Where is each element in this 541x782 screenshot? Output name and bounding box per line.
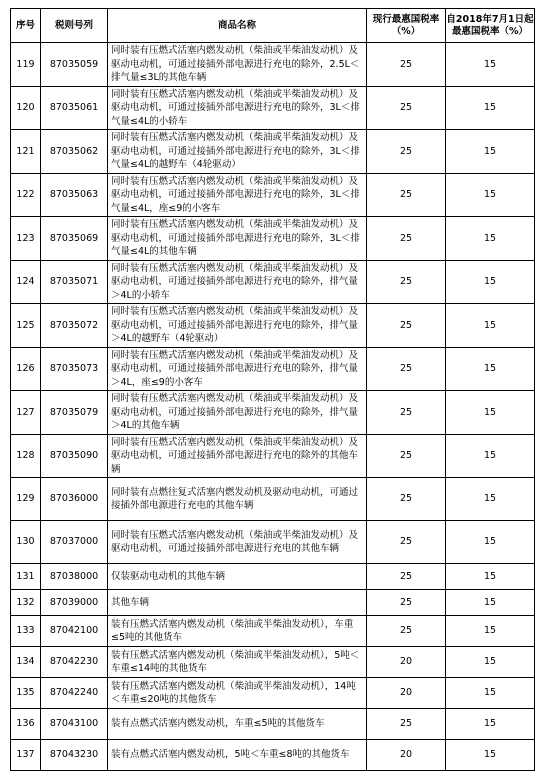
row-new-rate: 15 [446,647,535,678]
row-seq: 120 [11,86,41,130]
table-row [11,434,535,478]
table-row [11,217,535,261]
row-name: 同时装有压燃式活塞内燃发动机（柴油或半柴油发动机）及驱动电动机，可通过接插外部电源进行充电的除外，排气量＞4L的越野车（4轮驱动） [108,304,367,348]
table-row [11,678,535,709]
row-current-rate: 25 [367,521,446,564]
row-code: 87035069 [41,217,108,261]
row-name: 同时装有压燃式活塞内燃发动机（柴油或半柴油发动机）及驱动电动机，可通过接插外部电源进行充电的除外，3L＜排气量≤4L的小轿车 [108,86,367,130]
table-row [11,590,535,616]
row-code: 87042230 [41,647,108,678]
row-code: 87035071 [41,260,108,304]
table-row [11,391,535,435]
row-seq: 121 [11,130,41,174]
row-current-rate: 25 [367,43,446,87]
row-new-rate: 15 [446,43,535,87]
row-current-rate: 20 [367,647,446,678]
row-name: 装有点燃式活塞内燃发动机，5吨＜车重≤8吨的其他货车 [108,740,367,771]
row-seq: 133 [11,616,41,647]
table-row [11,304,535,348]
row-current-rate: 25 [367,564,446,590]
row-seq: 126 [11,347,41,391]
row-current-rate: 25 [367,478,446,521]
row-name: 同时装有压燃式活塞内燃发动机（柴油或半柴油发动机）及驱动电动机，可通过接插外部电源进行充电的其他车辆 [108,521,367,564]
row-name: 仅装驱动电动机的其他车辆 [108,564,367,590]
row-new-rate: 15 [446,564,535,590]
table-row [11,130,535,174]
row-name: 装有点燃式活塞内燃发动机，车重≤5吨的其他货车 [108,709,367,740]
row-seq: 123 [11,217,41,261]
row-code: 87035090 [41,434,108,478]
table-row [11,564,535,590]
table-row [11,521,535,564]
row-current-rate: 25 [367,434,446,478]
row-seq: 119 [11,43,41,87]
row-name: 同时装有压燃式活塞内燃发动机（柴油或半柴油发动机）及驱动电动机，可通过接插外部电源进行充电的除外，2.5L＜排气量≤3L的其他车辆 [108,43,367,87]
header-code: 税则号列 [41,9,108,43]
row-current-rate: 25 [367,391,446,435]
tariff-table-container [10,8,535,771]
row-code: 87035061 [41,86,108,130]
row-seq: 137 [11,740,41,771]
row-current-rate: 25 [367,173,446,217]
row-new-rate: 15 [446,173,535,217]
row-new-rate: 15 [446,347,535,391]
table-header-row [11,9,535,43]
row-current-rate: 25 [367,616,446,647]
row-code: 87042100 [41,616,108,647]
row-new-rate: 15 [446,86,535,130]
row-seq: 125 [11,304,41,348]
row-current-rate: 25 [367,217,446,261]
row-new-rate: 15 [446,590,535,616]
row-new-rate: 15 [446,260,535,304]
row-seq: 129 [11,478,41,521]
row-name: 其他车辆 [108,590,367,616]
row-new-rate: 15 [446,478,535,521]
row-seq: 124 [11,260,41,304]
row-name: 装有压燃式活塞内燃发动机（柴油或半柴油发动机），车重≤5吨的其他货车 [108,616,367,647]
row-new-rate: 15 [446,521,535,564]
row-current-rate: 20 [367,678,446,709]
header-seq: 序号 [11,9,41,43]
row-code: 87039000 [41,590,108,616]
row-code: 87043100 [41,709,108,740]
row-new-rate: 15 [446,304,535,348]
row-seq: 128 [11,434,41,478]
table-body [11,43,535,771]
row-current-rate: 25 [367,260,446,304]
row-new-rate: 15 [446,217,535,261]
row-code: 87035073 [41,347,108,391]
row-code: 87035062 [41,130,108,174]
table-row [11,709,535,740]
row-name: 装有压燃式活塞内燃发动机（柴油或半柴油发动机），14吨＜车重≤20吨的其他货车 [108,678,367,709]
row-code: 87036000 [41,478,108,521]
row-code: 87043230 [41,740,108,771]
row-new-rate: 15 [446,616,535,647]
table-row [11,740,535,771]
row-name: 同时装有点燃往复式活塞内燃发动机及驱动电动机，可通过接插外部电源进行充电的其他车辆 [108,478,367,521]
row-seq: 136 [11,709,41,740]
header-new-rate: 自2018年7月1日起最惠国税率（%） [446,9,535,43]
row-name: 同时装有压燃式活塞内燃发动机（柴油或半柴油发动机）及驱动电动机，可通过接插外部电源进行充电的除外，排气量＞4L，座≤9的小客车 [108,347,367,391]
row-new-rate: 15 [446,391,535,435]
table-row [11,43,535,87]
row-name: 装有压燃式活塞内燃发动机（柴油或半柴油发动机），5吨＜车重≤14吨的其他货车 [108,647,367,678]
row-seq: 130 [11,521,41,564]
row-new-rate: 15 [446,678,535,709]
row-seq: 135 [11,678,41,709]
row-name: 同时装有压燃式活塞内燃发动机（柴油或半柴油发动机）及驱动电动机，可通过接插外部电源进行充电的除外，排气量＞4L的小轿车 [108,260,367,304]
row-name: 同时装有压燃式活塞内燃发动机（柴油或半柴油发动机）及驱动电动机，可通过接插外部电源进行充电的除外，排气量＞4L的其他车辆 [108,391,367,435]
row-seq: 132 [11,590,41,616]
row-name: 同时装有压燃式活塞内燃发动机（柴油或半柴油发动机）及驱动电动机，可通过接插外部电源进行充电的除外，3L＜排气量≤4L，座≤9的小客车 [108,173,367,217]
header-name: 商品名称 [108,9,367,43]
row-current-rate: 25 [367,304,446,348]
row-current-rate: 25 [367,347,446,391]
table-row [11,478,535,521]
row-current-rate: 20 [367,740,446,771]
row-current-rate: 25 [367,590,446,616]
row-seq: 134 [11,647,41,678]
row-seq: 131 [11,564,41,590]
row-new-rate: 15 [446,434,535,478]
row-new-rate: 15 [446,130,535,174]
row-code: 87042240 [41,678,108,709]
header-current-rate: 现行最惠国税率（%） [367,9,446,43]
table-row [11,86,535,130]
row-code: 87035059 [41,43,108,87]
row-code: 87038000 [41,564,108,590]
row-new-rate: 15 [446,740,535,771]
row-seq: 127 [11,391,41,435]
row-name: 同时装有压燃式活塞内燃发动机（柴油或半柴油发动机）及驱动电动机，可通过接插外部电源进行充电的除外，3L＜排气量≤4L的其他车辆 [108,217,367,261]
row-seq: 122 [11,173,41,217]
row-code: 87035079 [41,391,108,435]
row-name: 同时装有压燃式活塞内燃发动机（柴油或半柴油发动机）及驱动电动机，可通过接插外部电源进行充电的除外的其他车辆 [108,434,367,478]
row-current-rate: 25 [367,86,446,130]
row-name: 同时装有压燃式活塞内燃发动机（柴油或半柴油发动机）及驱动电动机，可通过接插外部电源进行充电的除外，3L＜排气量≤4L的越野车（4轮驱动） [108,130,367,174]
row-new-rate: 15 [446,709,535,740]
table-row [11,347,535,391]
tariff-table [10,8,535,771]
table-row [11,260,535,304]
row-code: 87035063 [41,173,108,217]
row-code: 87037000 [41,521,108,564]
table-row [11,173,535,217]
row-current-rate: 25 [367,130,446,174]
table-row [11,616,535,647]
row-code: 87035072 [41,304,108,348]
table-row [11,647,535,678]
row-current-rate: 25 [367,709,446,740]
